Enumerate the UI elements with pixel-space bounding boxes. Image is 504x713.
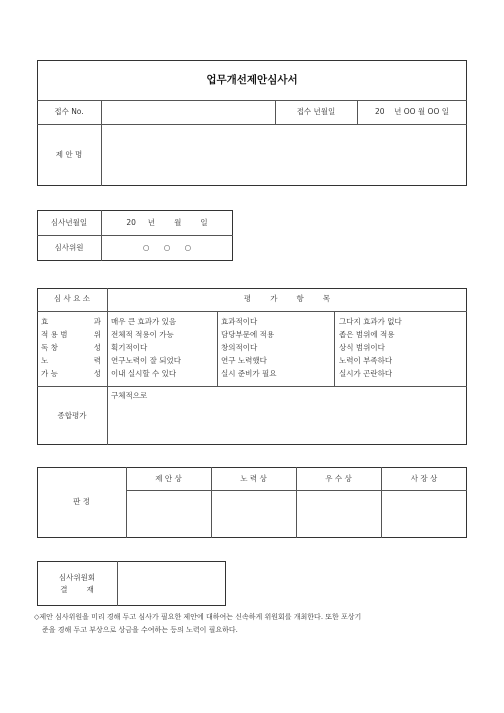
list-item: 상식 범위이다 bbox=[339, 343, 385, 352]
list-item: 창의적이다 bbox=[221, 343, 258, 352]
divider bbox=[217, 311, 218, 386]
approval-sign-label: 결 재 bbox=[60, 585, 94, 594]
list-item: 이내 실시할 수 있다 bbox=[111, 369, 177, 378]
approval-committee-label: 심사위원회 bbox=[58, 573, 96, 582]
award-excellence: 우 수 상 bbox=[325, 474, 352, 483]
award-president: 사 장 상 bbox=[410, 474, 438, 483]
list-item: 노력이 부족하다 bbox=[339, 356, 393, 365]
footnote-continued: 준을 경해 두고 부상으로 상금을 수여하는 등의 노력이 필요하다. bbox=[42, 626, 238, 634]
judgment-label: 판 정 bbox=[73, 497, 90, 506]
divider bbox=[334, 311, 335, 386]
footnote: ◇제안 심사위원을 미리 경해 두고 심사가 필요한 제안에 대하여는 신속하게 위원회를 개최한다. 또한 포상기 bbox=[34, 613, 362, 621]
list-item: 좁은 범위에 적용 bbox=[339, 330, 395, 339]
page-title: 업무개선제안심사서 bbox=[206, 74, 298, 86]
review-date-value: 20 년 월 일 bbox=[126, 218, 208, 227]
list-item: 매우 큰 효과가 있음 bbox=[111, 317, 177, 326]
approval-table bbox=[37, 561, 226, 606]
divider bbox=[37, 386, 467, 387]
factor-originality: 독 창 성 bbox=[41, 343, 101, 352]
factor-feasibility: 가 능 성 bbox=[41, 369, 101, 378]
receipt-no-label: 접수 No. bbox=[54, 107, 84, 116]
review-committee-label: 심사위원 bbox=[54, 243, 84, 252]
receipt-date-label: 접수 년월일 bbox=[296, 107, 336, 116]
list-item: 전체적 적용이 가능 bbox=[111, 330, 174, 339]
divider bbox=[101, 100, 102, 186]
list-item: 효과적이다 bbox=[221, 317, 258, 326]
review-date-label: 심사년월일 bbox=[50, 218, 88, 227]
divider bbox=[117, 561, 118, 606]
factor-effect: 효 과 bbox=[41, 317, 101, 326]
award-proposal: 제 안 상 bbox=[155, 474, 182, 483]
list-item: 획기적이다 bbox=[111, 343, 148, 352]
overall-evaluation-label: 종합평가 bbox=[57, 411, 87, 420]
factor-effort: 노 력 bbox=[41, 356, 101, 365]
receipt-date-value: 20 년 OO 월 OO 일 bbox=[375, 107, 449, 116]
list-item: 실시 준비가 필요 bbox=[221, 369, 277, 378]
list-item: 담당부문에 적용 bbox=[221, 330, 275, 339]
list-item: 연구노력이 잘 되었다 bbox=[111, 356, 181, 365]
list-item: 그다지 효과가 없다 bbox=[339, 317, 402, 326]
review-committee-value: ○ ○ ○ bbox=[142, 243, 192, 252]
overall-evaluation-value: 구체적으로 bbox=[111, 391, 148, 400]
divider bbox=[107, 288, 108, 445]
list-item: 실시가 곤란하다 bbox=[339, 369, 393, 378]
proposal-name-label: 제 안 명 bbox=[55, 150, 83, 159]
factors-header: 심 사 요 소 bbox=[53, 294, 91, 303]
divider bbox=[37, 311, 467, 312]
list-item: 연구 노력했다 bbox=[221, 356, 267, 365]
factor-scope: 적 용 범 위 bbox=[41, 330, 101, 339]
items-header: 평 가 항 목 bbox=[243, 294, 331, 303]
divider bbox=[37, 235, 233, 236]
award-effort: 노 력 상 bbox=[240, 474, 267, 483]
